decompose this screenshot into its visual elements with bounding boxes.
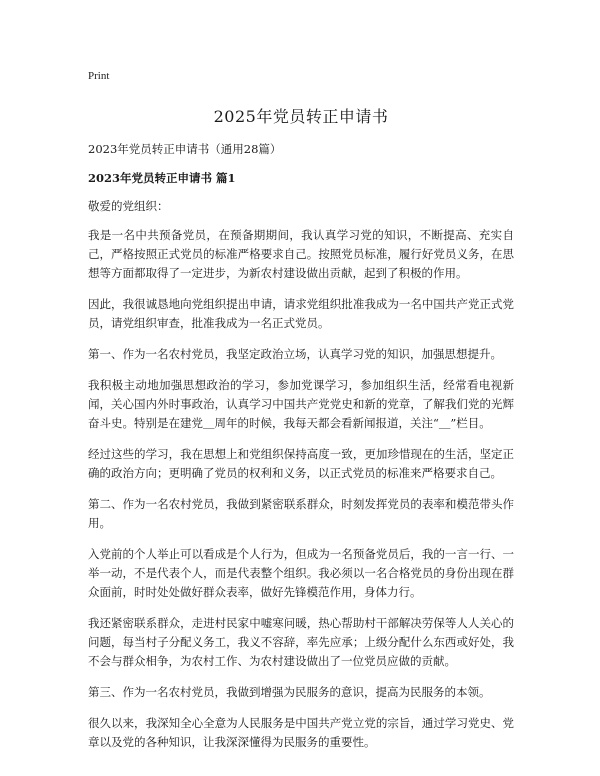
document-title: 2025年党员转正申请书: [213, 107, 389, 126]
paragraph-2: 因此，我很诚恳地向党组织提出申请，请求党组织批准我成为一名中国共产党正式党员，请党组织审查，批准我成为一名正式党员。: [88, 297, 514, 330]
paragraph-1: 我是一名中共预备党员，在预备期期间，我认真学习党的知识，不断提高、充实自己，严格按照正式党员的标准严格要求自己。按照党员标准，履行好党员义务，在思想等方面都取得了一定进步，为新农村建设做出贡献，起到了积极的作用。: [88, 228, 514, 280]
paragraph-7: 入党前的个人举止可以看成是个人行为，但成为一名预备党员后，我的一言一行、一举一动，不是代表个人，而是代表整个组织。我必须以一名合格党员的身份出现在群众面前，时时处处做好群众表率，做好先锋模范作用，身体力行。: [88, 547, 514, 599]
paragraph-10: 很久以来，我深知全心全意为人民服务是中国共产党立党的宗旨，通过学习党史、党章以及党的各种知识，让我深深懂得为民服务的重要性。: [88, 716, 514, 749]
paragraph-8: 我还紧密联系群众，走进村民家中嘘寒问暖，热心帮助村干部解决劳保等人人关心的问题，每当村子分配义务工，我义不容辞，率先应承；上级分配什么东西或好处，我不会与群众相争，为农村工作、为农村建设做出了一位党员应做的贡献。: [88, 616, 514, 668]
section-title: 2023年党员转正申请书 篇1: [88, 171, 236, 185]
salutation: 敬爱的党组织：: [88, 199, 169, 213]
print-label: Print: [88, 70, 110, 82]
document-page: [88, 70, 514, 764]
document-subtitle: 2023年党员转正申请书（通用28篇）: [88, 142, 282, 156]
paragraph-5: 经过这些的学习，我在思想上和党组织保持高度一致，更加珍惜现在的生活，坚定正确的政治方向；更明确了党员的权利和义务，以正式党员的标准来严格要求自己。: [88, 447, 514, 480]
paragraph-6: 第二、作为一名农村党员，我做到紧密联系群众，时刻发挥党员的表率和模范带头作用。: [88, 497, 514, 530]
paragraph-4: 我积极主动地加强思想政治的学习，参加党课学习，参加组织生活，经常看电视新闻，关心国内外时事政治，认真学习中国共产党党史和新的党章，了解我们党的光辉奋斗史。特别是在建党＿周年的时候，我每天都会看新闻报道，关注“＿”栏目。: [88, 378, 514, 430]
paragraph-3: 第一、作为一名农村党员，我坚定政治立场，认真学习党的知识，加强思想提升。: [88, 347, 502, 361]
paragraph-9: 第三、作为一名农村党员，我做到增强为民服务的意识，提高为民服务的本领。: [88, 685, 491, 699]
